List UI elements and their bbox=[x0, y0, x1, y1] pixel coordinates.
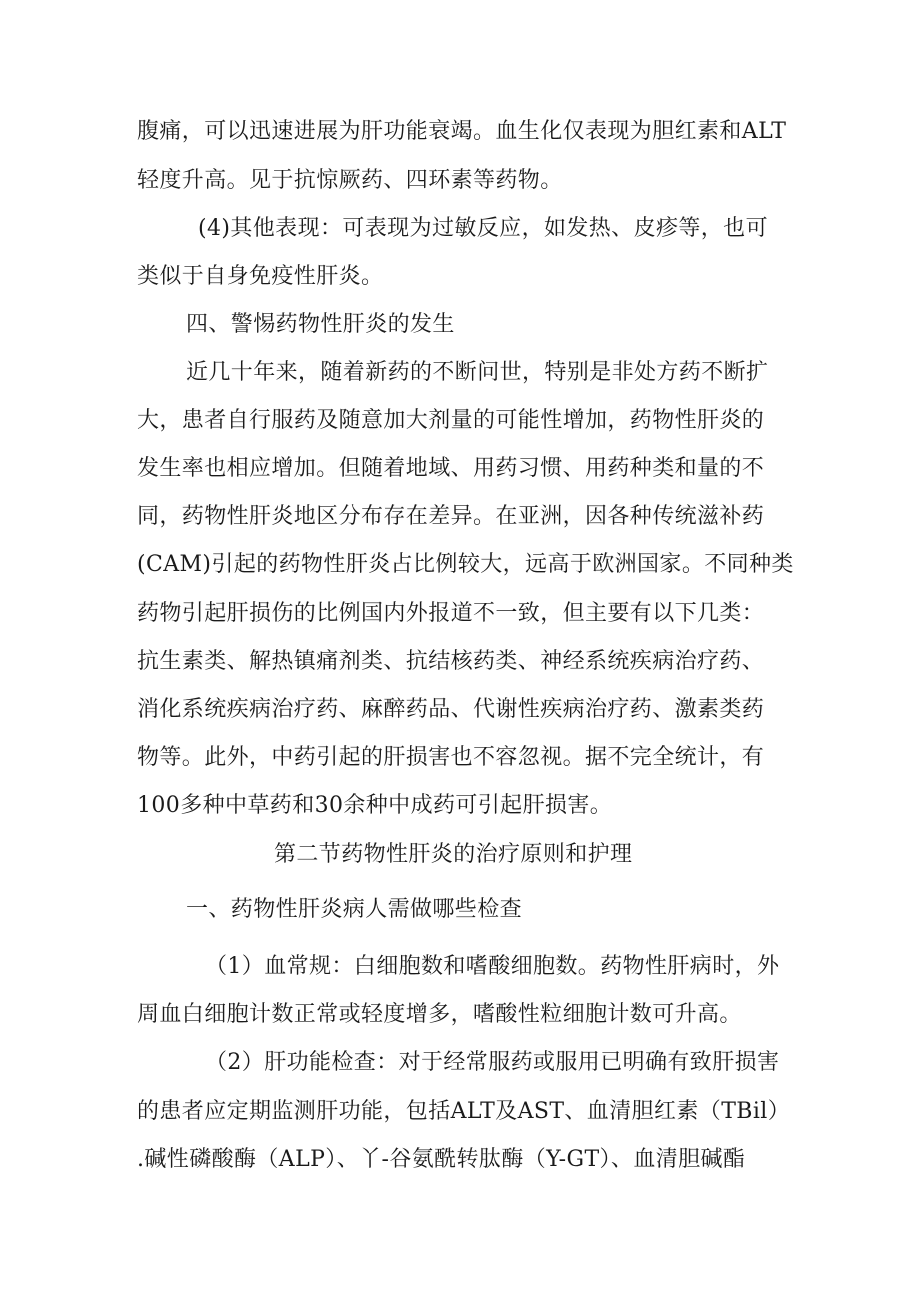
text-line-22: .碱性磷酸酶（ALP）、丫-谷氨酰转肽酶（Y-GT）、血清胆碱酯 bbox=[137, 1147, 746, 1172]
text-line-18: （1）血常规：白细胞数和嗜酸细胞数。药物性肝病时，外 bbox=[205, 954, 780, 979]
section-heading-4: 四、警惕药物性肝炎的发生 bbox=[186, 312, 455, 337]
text-line-15: 100多种中草药和30余种中成药可引起肝损害。 bbox=[137, 793, 613, 818]
text-line-12: 抗生素类、解热镇痛剂类、抗结核药类、神经系统疾病治疗药、 bbox=[137, 649, 765, 674]
text-line-9: 同，药物性肝炎地区分布存在差异。在亚洲，因各种传统滋补药 bbox=[137, 504, 765, 529]
text-line-2: 轻度升高。见于抗惊厥药、四环素等药物。 bbox=[137, 168, 563, 193]
text-line-1: 腹痛，可以迅速进展为肝功能衰竭。血生化仅表现为胆红素和ALT bbox=[137, 119, 787, 144]
text-line-20: （2）肝功能检查：对于经常服药或服用已明确有致肝损害 bbox=[205, 1050, 780, 1075]
text-line-14: 物等。此外，中药引起的肝损害也不容忽视。据不完全统计，有 bbox=[137, 745, 765, 770]
text-line-7: 大，患者自行服药及随意加大剂量的可能性增加，药物性肝炎的 bbox=[137, 408, 765, 433]
text-line-11: 药物引起肝损伤的比例国内外报道不一致，但主要有以下几类： bbox=[137, 601, 765, 626]
section-title: 第二节药物性肝炎的治疗原则和护理 bbox=[274, 842, 633, 867]
text-line-21: 的患者应定期监测肝功能，包括ALT及AST、血清胆红素（TBil） bbox=[137, 1099, 791, 1124]
text-line-3: (4)其他表现：可表现为过敏反应，如发热、皮疹等，也可 bbox=[198, 216, 768, 241]
text-line-10: (CAM)引起的药物性肝炎占比例较大，远高于欧洲国家。不同种类 bbox=[137, 552, 794, 577]
text-line-13: 消化系统疾病治疗药、麻醉药品、代谢性疾病治疗药、激素类药 bbox=[137, 697, 765, 722]
text-line-19: 周血白细胞计数正常或轻度增多，嗜酸性粒细胞计数可升高。 bbox=[137, 1002, 742, 1027]
text-line-8: 发生率也相应增加。但随着地域、用药习惯、用药种类和量的不 bbox=[137, 456, 765, 481]
section-heading-1: 一、药物性肝炎病人需做哪些检查 bbox=[186, 897, 523, 922]
text-line-6: 近几十年来，随着新药的不断问世，特别是非处方药不断扩 bbox=[186, 360, 769, 385]
text-line-4: 类似于自身免疫性肝炎。 bbox=[137, 264, 384, 289]
